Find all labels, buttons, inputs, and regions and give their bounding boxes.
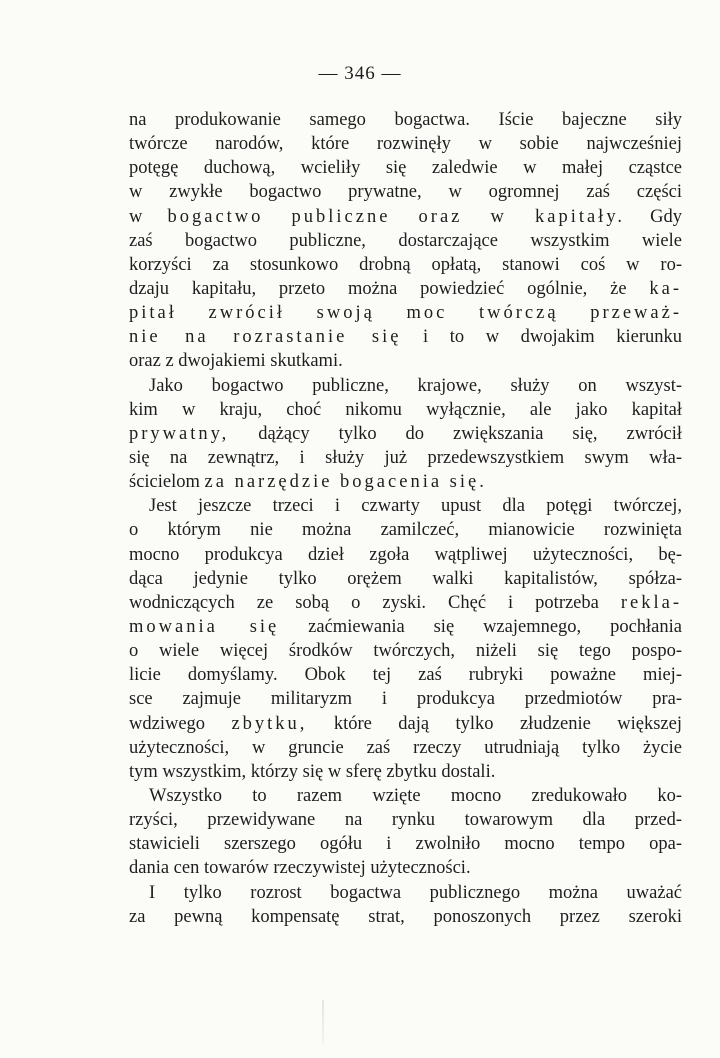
- text-line: [129, 325, 682, 349]
- text-line: [129, 205, 682, 229]
- paragraph-start: Jest jeszcze trzeci i czwarty upust dla potęgi twórczej,: [149, 496, 682, 517]
- text-line: dania cen towarów rzeczywistej użyteczności.: [129, 858, 471, 879]
- text-line: kim w kraju, choć nikomu wyłącznie, ale jako kapitał: [129, 399, 682, 420]
- text-line: potęgę duchową, wcieliły się zaledwie w małej cząstce: [129, 158, 682, 179]
- text-line: [129, 470, 682, 494]
- text-segment: i to w dwojakim kierunku: [401, 327, 682, 348]
- text-line: licie domyślamy. Obok tej zaś rubryki poważne miej‑: [129, 665, 682, 686]
- text-line: zaś bogactwo publiczne, dostarczające wszystkim wiele: [129, 230, 682, 251]
- text-line: oraz z dwojakiemi skutkami.: [129, 351, 343, 372]
- text-segment: dążący tylko do zwiększania się, zwrócił: [229, 423, 682, 444]
- text-segment: zaćmiewania się wzajemnego, pochłania: [279, 616, 682, 637]
- text-segment: które dają tylko złudzenie większej: [307, 713, 682, 734]
- text-segment: Gdy: [625, 206, 682, 227]
- paragraph-start: I tylko rozrost bogactwa publicznego można uważać: [149, 882, 682, 903]
- text-segment: ścicielom: [129, 472, 205, 493]
- text-line: o wiele więcej środków twórczych, niżeli się tego pospo‑: [129, 641, 682, 662]
- spaced-emphasis: za narzędzie bogacenia się.: [204, 472, 487, 493]
- text-segment: w: [129, 206, 168, 227]
- body-text: [129, 108, 682, 929]
- text-segment: wdziwego: [129, 713, 232, 734]
- spaced-emphasis: zbytku,: [231, 713, 308, 734]
- text-line: tym wszystkim, którzy się w sferę zbytku dostali.: [129, 761, 496, 782]
- scan-smudge: [322, 1000, 324, 1045]
- text-line: się na zewnątrz, i służy już przedewszystkiem swym wła‑: [129, 447, 682, 468]
- text-line: stawicieli szerszego ogółu i zwolniło mocno tempo opa‑: [129, 834, 682, 855]
- text-line: [129, 591, 682, 615]
- spaced-emphasis: pitał zwrócił swoją moc twórczą przeważ‑: [129, 303, 682, 324]
- text-segment: dzaju kapitału, przeto można powiedzieć ogólnie, że: [129, 278, 650, 299]
- text-line: [129, 712, 682, 736]
- text-line: o którym nie można zamilczeć, mianowicie rozwinięta: [129, 520, 682, 541]
- text-line: mocno produkcya dzieł zgoła wątpliwej użyteczności, bę‑: [129, 544, 682, 565]
- text-line: użyteczności, w gruncie zaś rzeczy utrudniają tylko życie: [129, 737, 682, 758]
- text-line: za pewną kompensatę strat, ponoszonych przez szeroki: [129, 906, 682, 927]
- paragraph-start: Jako bogactwo publiczne, krajowe, służy on wszyst‑: [149, 375, 682, 396]
- text-line: dąca jedynie tylko orężem walki kapitalistów, spółza‑: [129, 568, 682, 589]
- text-line: [129, 277, 682, 301]
- spaced-emphasis: bogactwo publiczne oraz w kapitały.: [167, 206, 625, 227]
- paragraph-start: Wszystko to razem wzięte mocno zredukowało ko‑: [149, 785, 682, 806]
- text-segment: wodniczących ze sobą o zyski. Chęć i potrzeba: [129, 592, 621, 613]
- spaced-emphasis: rekla‑: [620, 592, 682, 613]
- text-line: twórcze narodów, które rozwinęły w sobie najwcześniej: [129, 134, 682, 155]
- spaced-emphasis: mowania się: [129, 616, 280, 637]
- spaced-emphasis: nie na rozrastanie się: [129, 327, 402, 348]
- text-line: na produkowanie samego bogactwa. Iście bajeczne siły: [129, 110, 682, 130]
- spaced-emphasis: prywatny,: [129, 423, 230, 444]
- text-line: w zwykłe bogactwo prywatne, w ogromnej zaś części: [129, 182, 682, 203]
- text-line: [129, 301, 682, 325]
- text-line: sce zajmuje militaryzm i produkcya przedmiotów pra‑: [129, 689, 682, 710]
- text-line: [129, 422, 682, 446]
- text-line: korzyści za stosunkowo drobną opłatą, stanowi coś w ro‑: [129, 254, 682, 275]
- spaced-emphasis: ka‑: [649, 278, 682, 299]
- text-line: [129, 615, 682, 639]
- text-line: rzyści, przewidywane na rynku towarowym dla przed‑: [129, 810, 682, 831]
- page-number: — 346 —: [318, 63, 402, 84]
